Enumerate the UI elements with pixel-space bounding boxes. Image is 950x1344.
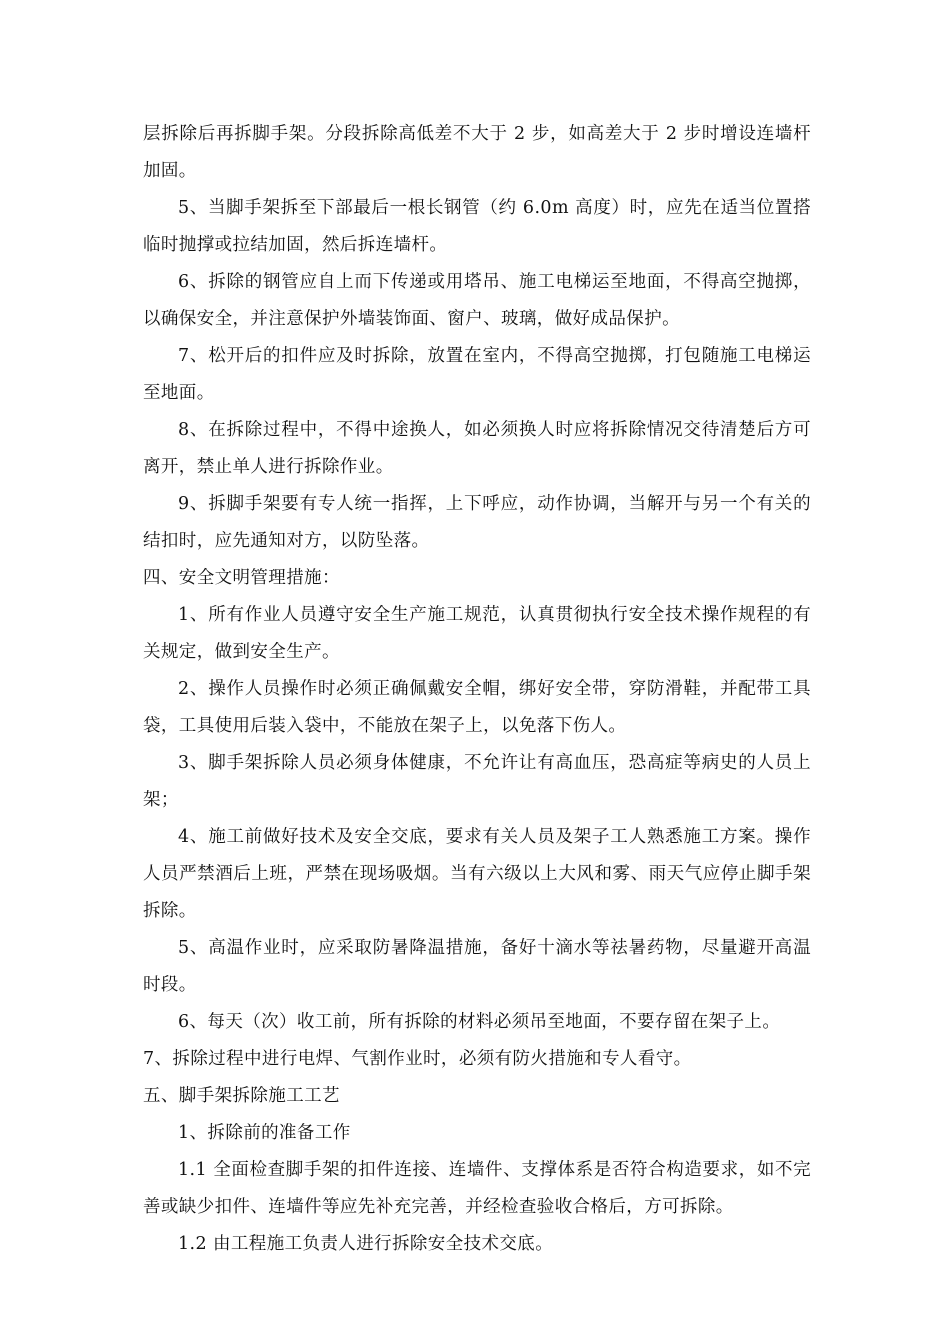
section-heading-4: 四、安全文明管理措施： bbox=[143, 568, 340, 588]
paragraph-item-7: 7、松开后的扣件应及时拆除，放置在室内，不得高空抛掷，打包随施工电梯运至地面。 bbox=[143, 346, 811, 403]
safety-item-1: 1、所有作业人员遵守安全生产施工规范，认真贯彻执行安全技术操作规程的有关规定，做到安全生产。 bbox=[143, 605, 811, 662]
safety-item-2: 2、操作人员操作时必须正确佩戴安全帽，绑好安全带，穿防滑鞋，并配带工具袋，工具使用后装入袋中，不能放在架子上，以免落下伤人。 bbox=[143, 679, 811, 736]
subsection-heading-1: 1、拆除前的准备工作 bbox=[178, 1123, 351, 1143]
section-heading-5: 五、脚手架拆除施工工艺 bbox=[143, 1086, 340, 1106]
paragraph-item-6: 6、拆除的钢管应自上而下传递或用塔吊、施工电梯运至地面，不得高空抛掷，以确保安全，并注意保护外墙装饰面、窗户、玻璃，做好成品保护。 bbox=[143, 272, 811, 329]
paragraph-item-5: 5、当脚手架拆至下部最后一根长钢管（约 6.0m 高度）时，应先在适当位置搭临时抛撑或拉结加固，然后拆连墙杆。 bbox=[143, 198, 811, 255]
safety-item-6: 6、每天（次）收工前，所有拆除的材料必须吊至地面，不要存留在架子上。 bbox=[178, 1012, 781, 1032]
safety-item-5: 5、高温作业时，应采取防暑降温措施，备好十滴水等祛暑药物，尽量避开高温时段。 bbox=[143, 938, 811, 995]
paragraph-item-8: 8、在拆除过程中，不得中途换人，如必须换人时应将拆除情况交待清楚后方可离开，禁止单人进行拆除作业。 bbox=[143, 420, 811, 477]
paragraph-continuation: 层拆除后再拆脚手架。分段拆除高低差不大于 2 步，如高差大于 2 步时增设连墙杆加固。 bbox=[143, 124, 811, 181]
safety-item-4: 4、施工前做好技术及安全交底，要求有关人员及架子工人熟悉施工方案。操作人员严禁酒后上班，严禁在现场吸烟。当有六级以上大风和雾、雨天气应停止脚手架拆除。 bbox=[143, 827, 811, 921]
step-1-1: 1.1 全面检查脚手架的扣件连接、连墙件、支撑体系是否符合构造要求，如不完善或缺少扣件、连墙件等应先补充完善，并经检查验收合格后，方可拆除。 bbox=[143, 1160, 811, 1217]
safety-item-7: 7、拆除过程中进行电焊、气割作业时，必须有防火措施和专人看守。 bbox=[143, 1049, 692, 1069]
step-1-2: 1.2 由工程施工负责人进行拆除安全技术交底。 bbox=[178, 1234, 554, 1254]
paragraph-item-9: 9、拆脚手架要有专人统一指挥，上下呼应，动作协调，当解开与另一个有关的结扣时，应先通知对方，以防坠落。 bbox=[143, 494, 811, 551]
safety-item-3: 3、脚手架拆除人员必须身体健康，不允许让有高血压，恐高症等病史的人员上架； bbox=[143, 753, 811, 810]
document-body bbox=[143, 116, 811, 1263]
